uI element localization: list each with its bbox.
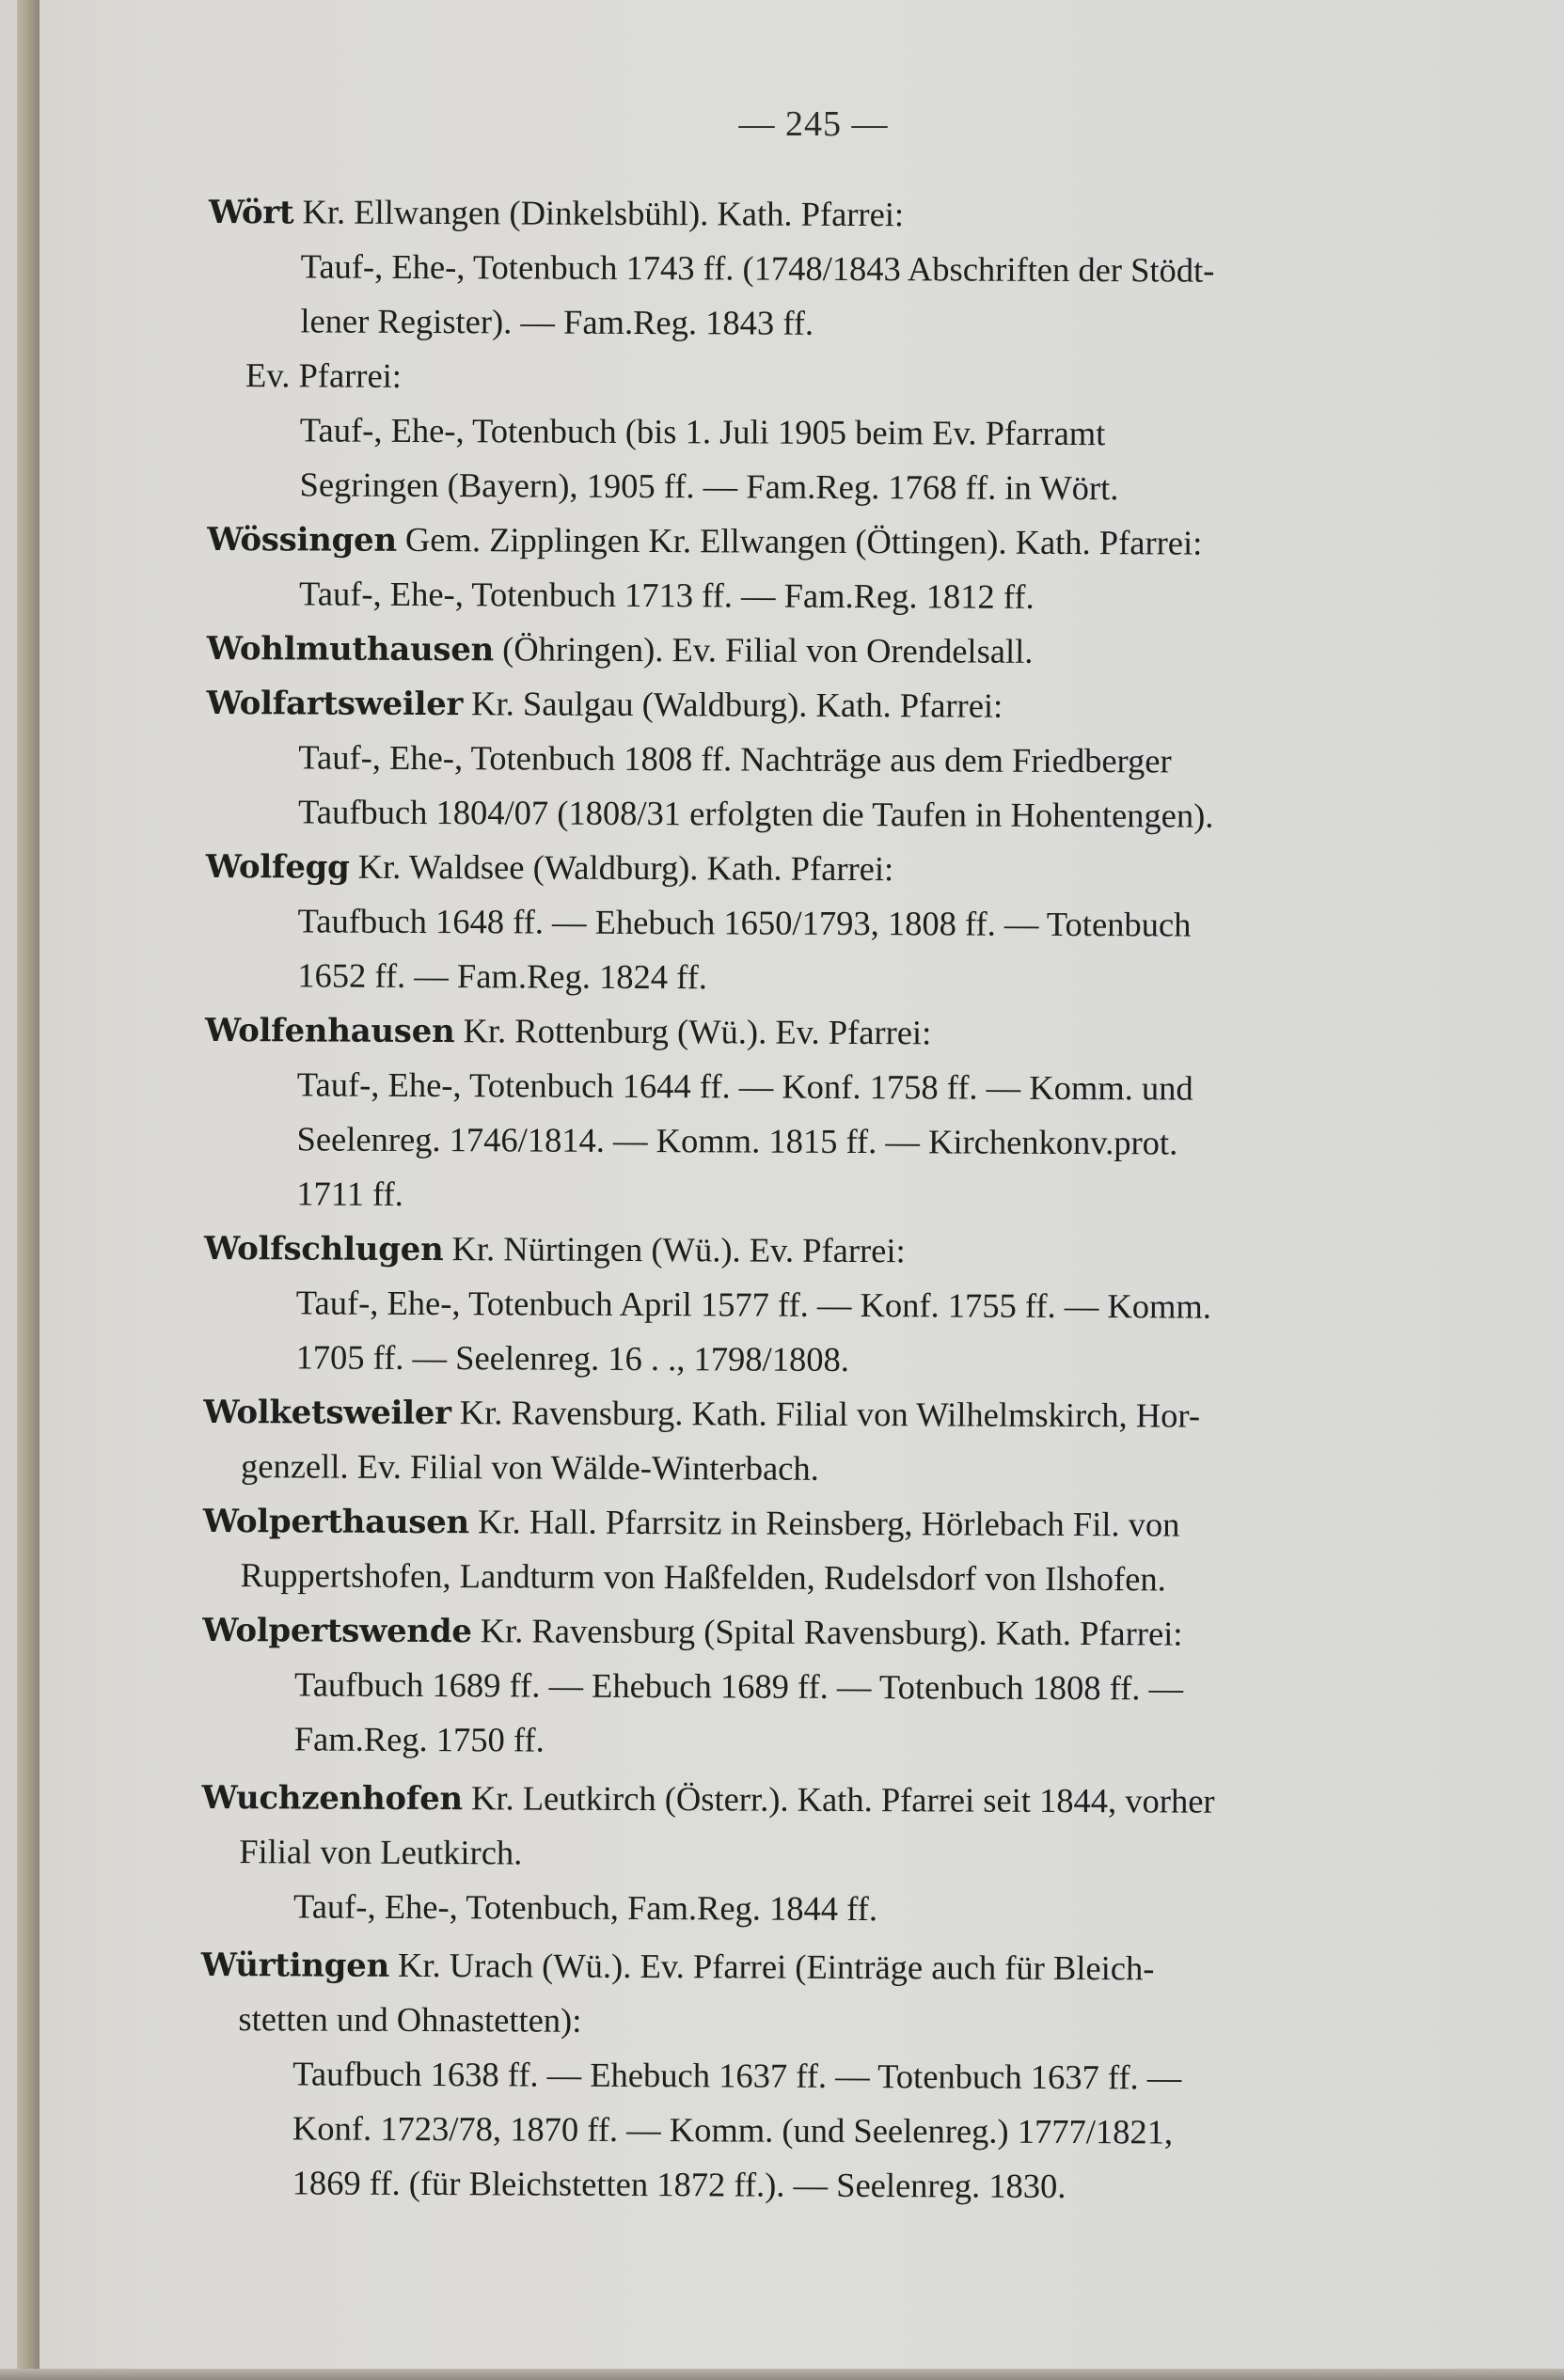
entry-text: Kr. Saulgau (Waldburg). Kath. Pfarrei: — [463, 684, 1003, 725]
entry-headword: Wolfartsweiler — [206, 684, 464, 724]
entry-text: Kr. Leutkirch (Österr.). Kath. Pfarrei seit 1844, vorher — [462, 1778, 1215, 1820]
entry-line: lener Register). — Fam.Reg. 1843 ff. — [300, 301, 814, 342]
entry-line — [206, 675, 1419, 735]
entry-line: Tauf-, Ehe-, Totenbuch 1808 ff. Nachträge aus dem Friedberger — [298, 737, 1172, 780]
entry-text: Kr. Ellwangen (Dinkelsbühl). Kath. Pfarrei: — [293, 192, 905, 234]
entry-line: Taufbuch 1689 ff. — Ehebuch 1689 ff. — Totenbuch 1808 ff. — — [293, 1664, 1184, 1708]
entry-line — [209, 184, 1422, 244]
entry-headword: Wolketsweiler — [203, 1393, 451, 1433]
entry-headword: Wössingen — [207, 520, 397, 560]
entry-line — [202, 1602, 1415, 1663]
entry-line: Taufbuch 1638 ff. — Ehebuch 1637 ff. — Totenbuch 1637 ff. — — [292, 2054, 1182, 2097]
entry-line: Taufbuch 1648 ff. — Ehebuch 1650/1793, 1808 ff. — Totenbuch — [297, 901, 1192, 944]
entry-line — [207, 512, 1420, 572]
entry-headword: Wohlmuthausen — [206, 629, 495, 670]
entry-text: Kr. Waldsee (Waldburg). Kath. Pfarrei: — [349, 846, 894, 889]
entry-text: Kr. Hall. Pfarrsitz in Reinsberg, Hörlebach Fil. von — [468, 1502, 1180, 1544]
entry-headword: Wolperthausen — [202, 1502, 469, 1542]
entry-line: Ev. Pfarrei: — [245, 355, 403, 395]
entry-line: Seelenreg. 1746/1814. — Komm. 1815 ff. — Kirchenkonv.prot. — [296, 1119, 1178, 1162]
entry-text: Kr. Rottenburg (Wü.). Ev. Pfarrei: — [454, 1011, 932, 1052]
entry-wolketsweiler — [203, 1384, 1416, 1499]
entry-wolperthausen — [202, 1493, 1415, 1608]
entry-woert — [207, 184, 1422, 517]
entry-line: Tauf-, Ehe-, Totenbuch 1743 ff. (1748/1843 Abschriften der Stödt- — [300, 246, 1215, 290]
entry-line — [206, 839, 1419, 899]
entry-line: Taufbuch 1804/07 (1808/31 erfolgten die Taufen in Hohentengen). — [298, 792, 1214, 835]
entry-line — [201, 1770, 1414, 1830]
entry-wolpertswende — [202, 1602, 1416, 1772]
entry-line: 1711 ff. — [296, 1174, 403, 1213]
entry-wolfschlugen — [203, 1221, 1417, 1390]
book-spine-edge — [17, 0, 39, 2380]
entry-line — [201, 1937, 1414, 1997]
entry-line — [203, 1493, 1416, 1553]
entry-wohlmuthausen — [207, 621, 1420, 681]
entry-wolfegg — [205, 839, 1419, 1008]
entry-woessingen — [207, 512, 1420, 626]
entry-text: Kr. Urach (Wü.). Ev. Pfarrei (Einträge auch für Bleich- — [388, 1945, 1155, 1988]
entry-line: Fam.Reg. 1750 ff. — [293, 1719, 545, 1759]
entry-text: Kr. Ravensburg (Spital Ravensburg). Kath. Pfarrei: — [471, 1611, 1183, 1653]
entry-line: Tauf-, Ehe-, Totenbuch 1644 ff. — Konf. 1758 ff. — Komm. und — [296, 1064, 1193, 1108]
entry-line — [205, 1002, 1418, 1063]
entry-line: Tauf-, Ehe-, Totenbuch (bis 1. Juli 1905 beim Ev. Pfarramt — [299, 410, 1106, 453]
entry-text: (Öhringen). Ev. Filial von Orendelsall. — [493, 629, 1034, 670]
entry-line: Filial von Leutkirch. — [239, 1832, 523, 1872]
entry-headword: Würtingen — [200, 1946, 390, 1985]
entry-headword: Wuchzenhofen — [201, 1778, 463, 1819]
entry-text: Gem. Zipplingen Kr. Ellwangen (Öttingen). Kath. Pfarrei: — [396, 519, 1203, 562]
entry-line: 1652 ff. — Fam.Reg. 1824 ff. — [297, 955, 708, 997]
entry-wuertingen — [200, 1937, 1414, 2215]
entry-line: Segringen (Bayern), 1905 ff. — Fam.Reg. 1768 ff. in Wört. — [299, 465, 1119, 508]
entry-line: Ruppertshofen, Landturm von Haßfelden, Rudelsdorf von Ilshofen. — [240, 1555, 1166, 1599]
entry-headword: Wolfenhausen — [204, 1011, 455, 1051]
entry-line: 1705 ff. — Seelenreg. 16 . ., 1798/1808. — [295, 1337, 849, 1379]
entry-text: Kr. Ravensburg. Kath. Filial von Wilhelmskirch, Hor- — [450, 1393, 1201, 1435]
entry-headword: Wört — [208, 193, 294, 232]
entry-headword: Wolfschlugen — [203, 1229, 444, 1269]
entry-line — [203, 1384, 1416, 1444]
page-bottom-edge — [0, 2369, 1564, 2380]
entry-line: stetten und Ohnastetten): — [238, 1999, 582, 2040]
register-entries — [200, 184, 1422, 2215]
entry-line: genzell. Ev. Filial von Wälde-Winterbach. — [240, 1446, 819, 1488]
entry-text: Kr. Nürtingen (Wü.). Ev. Pfarrei: — [443, 1229, 906, 1270]
page-number: — 245 — — [738, 104, 889, 144]
entry-wuchzenhofen — [201, 1770, 1415, 1939]
entry-wolfenhausen — [204, 1002, 1418, 1226]
entry-line — [204, 1221, 1417, 1281]
scan-outer-margin — [0, 0, 17, 2380]
entry-wolfartsweiler — [206, 675, 1420, 844]
entry-line: Tauf-, Ehe-, Totenbuch, Fam.Reg. 1844 ff. — [292, 1886, 878, 1929]
entry-headword: Wolpertswende — [202, 1611, 472, 1651]
entry-line: 1869 ff. (für Bleichstetten 1872 ff.). — Seelenreg. 1830. — [292, 2163, 1066, 2205]
entry-headword: Wolfegg — [205, 847, 350, 887]
entry-line: Konf. 1723/78, 1870 ff. — Komm. (und Seelenreg.) 1777/1821, — [292, 2108, 1174, 2151]
entry-line: Tauf-, Ehe-, Totenbuch April 1577 ff. — Konf. 1755 ff. — Komm. — [295, 1283, 1212, 1326]
entry-line — [207, 621, 1420, 681]
entry-line: Tauf-, Ehe-, Totenbuch 1713 ff. — Fam.Reg. 1812 ff. — [299, 574, 1035, 616]
